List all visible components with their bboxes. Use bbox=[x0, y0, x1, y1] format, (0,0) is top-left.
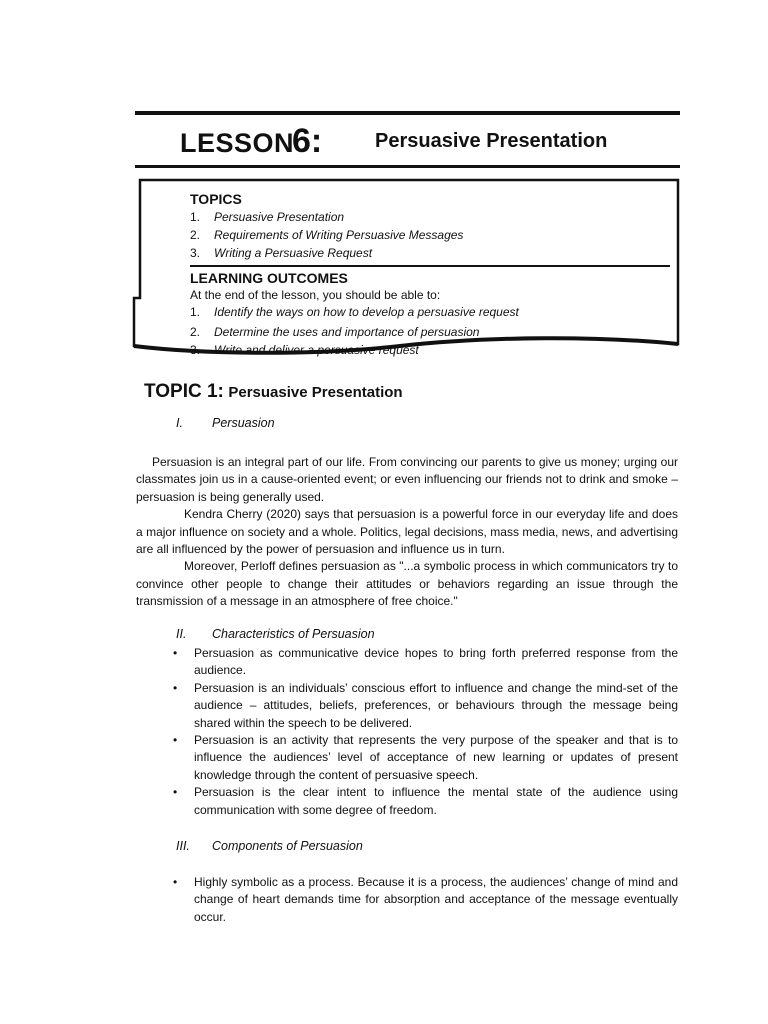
list-item: • Persuasion is an individuals’ conscious effort to influence and change the mind-set of the audience – attitudes, beliefs, preferences, or behaviours through the message being shared within the speech to be delivered. bbox=[173, 680, 678, 730]
lesson-label: LESSON bbox=[180, 128, 295, 158]
bullet-icon: • bbox=[173, 785, 178, 800]
topic-item: 2. Requirements of Writing Persuasive Messages bbox=[190, 228, 464, 242]
lesson-number: 6: bbox=[292, 122, 323, 160]
characteristics-list bbox=[170, 645, 678, 819]
outcome-item: 1. Identify the ways on how to develop a persuasive request bbox=[190, 305, 519, 319]
topic-label: TOPIC 1: bbox=[144, 381, 224, 402]
paragraph: Moreover, Perloff defines persuasion as "...a symbolic process in which communicators try to convince other people to change their attitudes or behaviors regarding an issue through the transmission of a message in an atmosphere of free choice." bbox=[136, 559, 678, 609]
paragraph: Persuasion is an integral part of our life. From convincing our parents to give us money; urging our classmates join us in a cause-oriented event; or even influencing our friends not to drink and smoke – persuasion is being generally used. bbox=[136, 455, 678, 504]
topics-heading: TOPICS bbox=[190, 191, 242, 207]
outcomes-intro: At the end of the lesson, you should be able to: bbox=[190, 288, 441, 302]
paragraph: Kendra Cherry (2020) says that persuasion is a powerful force in our everyday life and does a major influence on society and a whole. Politics, legal decisions, mass media, news, and advertising are all influenced by the power of persuasion and influence us in turn. bbox=[136, 507, 678, 557]
topics-list bbox=[190, 208, 670, 262]
list-item: • Highly symbolic as a process. Because it is a process, the audiences’ change of mind and change of heart demands time for absorption and acceptance of the message eventually occur. bbox=[173, 875, 678, 924]
topic-heading bbox=[144, 381, 403, 403]
outcomes-heading: LEARNING OUTCOMES bbox=[190, 270, 348, 286]
components-list bbox=[170, 874, 678, 926]
outcomes-list bbox=[190, 303, 670, 359]
outcome-item: 2. Determine the uses and importance of persuasion bbox=[190, 325, 480, 339]
list-item: • Persuasion as communicative device hopes to bring forth preferred response from the audience. bbox=[173, 646, 678, 678]
section-heading-persuasion: I. Persuasion bbox=[176, 416, 275, 430]
section-persuasion-body bbox=[136, 454, 678, 611]
outcome-item: 3. Write and deliver a persuasive request bbox=[190, 343, 419, 357]
header-top-rule bbox=[135, 111, 680, 115]
box-divider bbox=[190, 265, 670, 267]
bullet-icon: • bbox=[173, 646, 178, 660]
topics-box bbox=[190, 190, 670, 359]
section-heading-components: III. Components of Persuasion bbox=[176, 839, 363, 853]
lesson-title: Persuasive Presentation bbox=[375, 130, 608, 152]
header-bottom-rule bbox=[135, 165, 680, 168]
bullet-icon: • bbox=[173, 680, 178, 695]
list-item: • Persuasion is an activity that represents the very purpose of the speaker and that is to influence the audiences’ level of acceptance of new learning or updates of present knowledge through the content of persuasive speech. bbox=[173, 733, 678, 782]
topic-item: 3. Writing a Persuasive Request bbox=[190, 246, 373, 260]
bullet-icon: • bbox=[173, 733, 178, 748]
bullet-icon: • bbox=[173, 875, 178, 889]
topic-title: Persuasive Presentation bbox=[228, 384, 403, 401]
section-heading-characteristics: II. Characteristics of Persuasion bbox=[176, 627, 375, 641]
topic-item: 1. Persuasive Presentation bbox=[190, 210, 345, 224]
list-item: • Persuasion is the clear intent to influence the mental state of the audience using communication with some degree of freedom. bbox=[173, 785, 678, 817]
